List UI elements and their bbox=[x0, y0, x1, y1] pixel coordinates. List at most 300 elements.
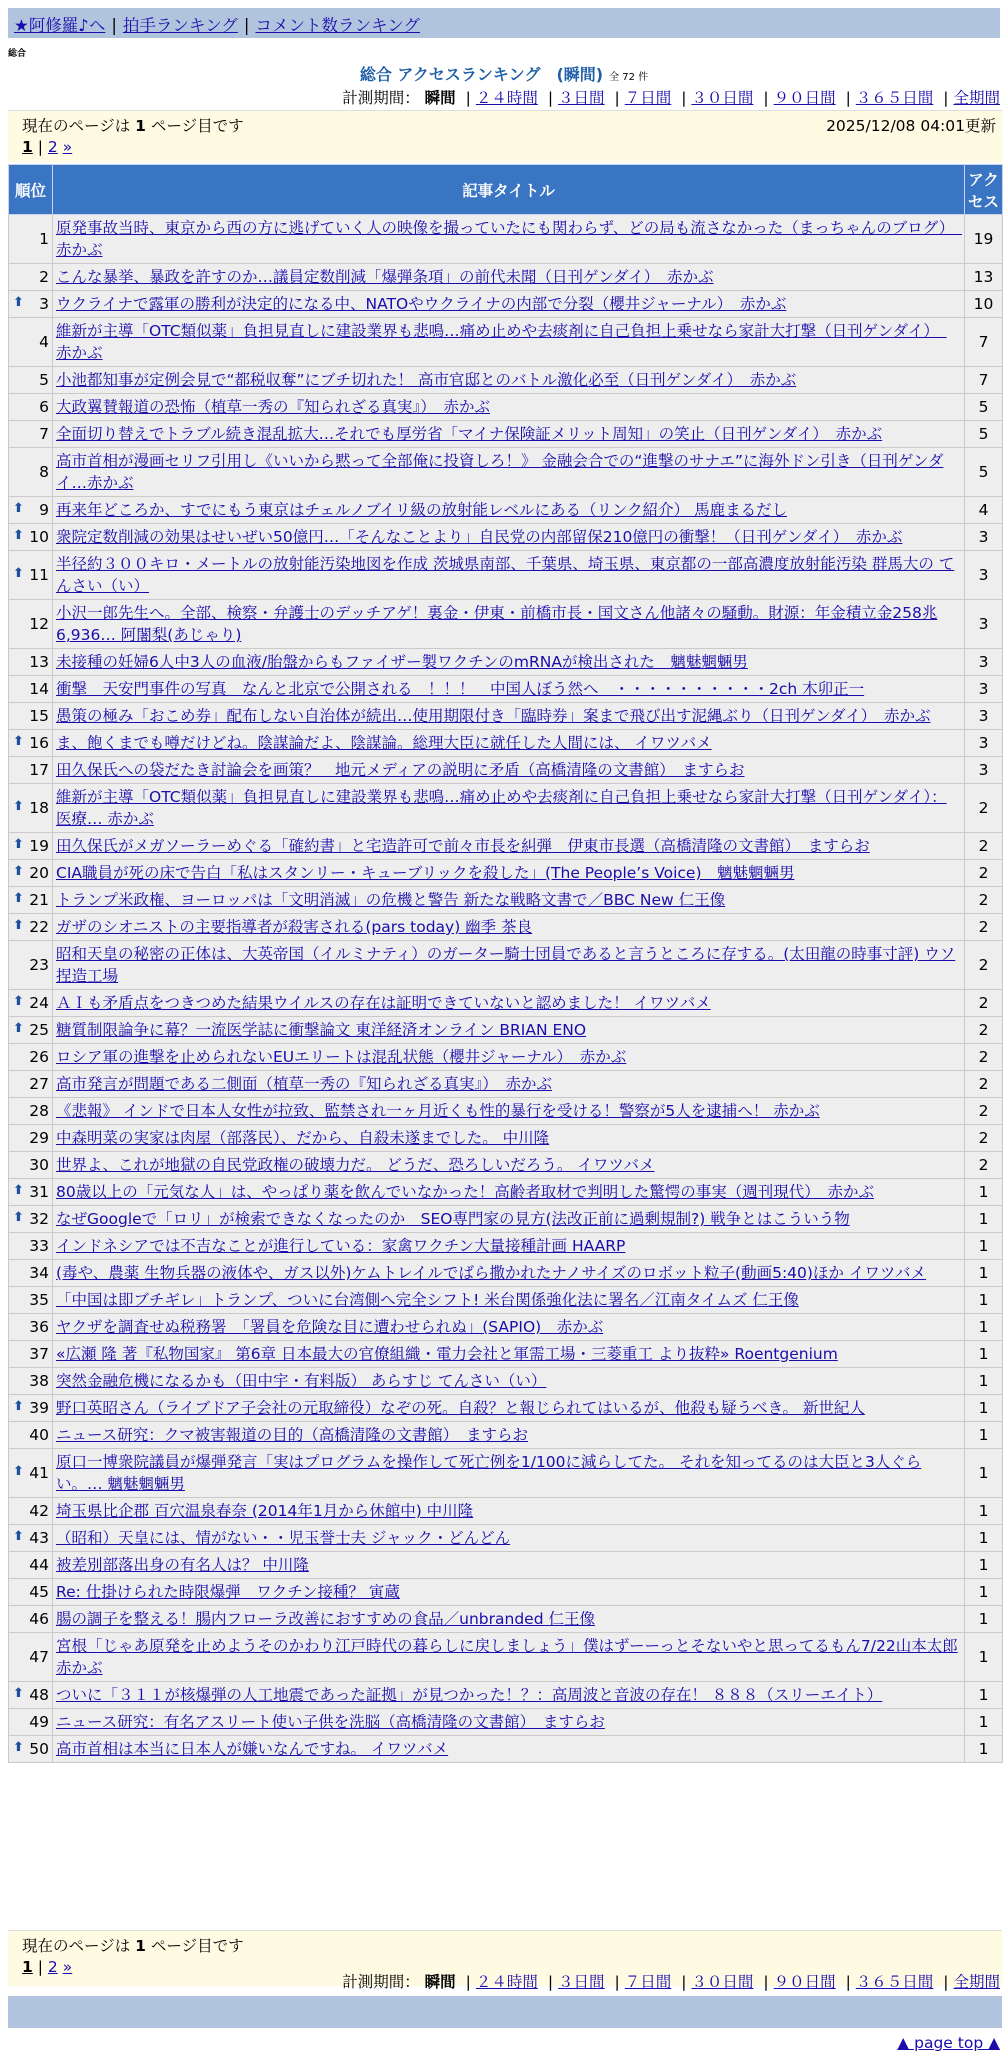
article-link[interactable]: 維新が主導「OTC類似薬」負担見直しに建設業界も悲鳴…痛め止めや去痰剤に自己負担上乗せなら家計大打撃（日刊ゲンダイ）：医療… 赤かぶ bbox=[56, 788, 947, 828]
access-count: 1 bbox=[965, 1579, 1003, 1606]
pager: 1 | 2 » bbox=[22, 1958, 73, 1976]
rank-cell bbox=[9, 1179, 53, 1206]
rank-cell bbox=[9, 784, 53, 833]
article-link[interactable]: ついに「３１１が核爆弾の人工地震であった証拠」が見つかった！？：高周波と音波の存在！ ８８８（スリーエイト） bbox=[56, 1686, 883, 1704]
title-cell bbox=[53, 1498, 965, 1525]
table-row bbox=[9, 1233, 1003, 1260]
table-row bbox=[9, 1682, 1003, 1709]
title-cell bbox=[53, 1260, 965, 1287]
title-cell bbox=[53, 833, 965, 860]
rank-cell bbox=[9, 1579, 53, 1606]
up-arrow-icon: ⬆ bbox=[13, 799, 24, 814]
rank-cell bbox=[9, 215, 53, 264]
article-link[interactable]: （昭和）天皇には、情がない・・児玉誉士夫 ジャック・どんどん bbox=[56, 1529, 511, 1547]
rank-number: 18 bbox=[29, 799, 49, 817]
up-arrow-icon: ⬆ bbox=[13, 295, 24, 310]
access-count: 1 bbox=[965, 1606, 1003, 1633]
title-cell bbox=[53, 448, 965, 497]
page-info-top bbox=[8, 110, 1002, 162]
pager-next[interactable]: » bbox=[62, 1958, 73, 1976]
access-count: 3 bbox=[965, 600, 1003, 649]
rank-cell bbox=[9, 524, 53, 551]
table-row bbox=[9, 1314, 1003, 1341]
header-title: 記事タイトル bbox=[53, 165, 965, 215]
article-link[interactable]: ま、飽くまでも噂だけどね。陰謀論だよ、陰謀論。総理大臣に就任した人間には、 イワツバメ bbox=[56, 734, 712, 752]
title-cell bbox=[53, 1682, 965, 1709]
table-row bbox=[9, 1179, 1003, 1206]
rank-number: 10 bbox=[29, 528, 49, 546]
table-row bbox=[9, 1525, 1003, 1552]
table-row bbox=[9, 649, 1003, 676]
rank-cell bbox=[9, 1341, 53, 1368]
rank-cell bbox=[9, 264, 53, 291]
title-cell bbox=[53, 784, 965, 833]
rank-cell bbox=[9, 600, 53, 649]
title-cell bbox=[53, 1152, 965, 1179]
article-link[interactable]: 野口英昭さん（ライブドア子会社の元取締役）なぞの死。自殺？と報じられてはいるが、他殺も疑うべき。 新世紀人 bbox=[56, 1399, 865, 1417]
title-cell bbox=[53, 1525, 965, 1552]
rank-number: 38 bbox=[29, 1372, 49, 1390]
rank-cell bbox=[9, 1098, 53, 1125]
period-option[interactable]: ７日間 bbox=[624, 89, 672, 107]
updated-timestamp: 2025/12/08 04:01更新 bbox=[826, 117, 996, 135]
rank-number: 21 bbox=[29, 891, 49, 909]
article-link[interactable]: 高市首相は本当に日本人が嫌いなんですね。 イワツバメ bbox=[56, 1740, 449, 1758]
article-link[interactable]: 《悲報》 インドで日本人女性が拉致、監禁され一ヶ月近くも性的暴行を受ける！警察が5人を逮捕へ！ 赤かぶ bbox=[56, 1102, 820, 1120]
article-link[interactable]: なぜGoogleで「ロリ」が検索できなくなったのか SEO専門家の見方(法改正前に過剰規制?) 戦争とはこういう物 bbox=[56, 1210, 850, 1228]
access-count: 1 bbox=[965, 1368, 1003, 1395]
pager-current: 1 bbox=[22, 138, 33, 156]
title-cell bbox=[53, 264, 965, 291]
up-arrow-icon: ⬆ bbox=[13, 891, 24, 906]
article-link[interactable]: ニュース研究：クマ被害報道の目的（高橋清隆の文書館） ますらお bbox=[56, 1426, 528, 1444]
table-row bbox=[9, 448, 1003, 497]
access-count: 7 bbox=[965, 367, 1003, 394]
table-row bbox=[9, 833, 1003, 860]
article-link[interactable]: 高市発言が問題である二側面（植草一秀の『知られざる真実』） 赤かぶ bbox=[56, 1075, 553, 1093]
access-count: 3 bbox=[965, 649, 1003, 676]
rank-cell bbox=[9, 291, 53, 318]
title-cell bbox=[53, 1606, 965, 1633]
rank-number: 40 bbox=[29, 1426, 49, 1444]
category-label: 総合 bbox=[8, 49, 27, 59]
period-option[interactable]: ３６５日間 bbox=[855, 1973, 934, 1991]
title-cell bbox=[53, 757, 965, 784]
title-cell bbox=[53, 394, 965, 421]
rank-number: 16 bbox=[29, 734, 49, 752]
rank-number: 13 bbox=[29, 653, 49, 671]
title-cell bbox=[53, 941, 965, 990]
rank-cell bbox=[9, 676, 53, 703]
nav-separator: | bbox=[111, 16, 117, 35]
pager-next[interactable]: » bbox=[62, 138, 73, 156]
rank-number: 27 bbox=[29, 1075, 49, 1093]
access-count: 3 bbox=[965, 703, 1003, 730]
title-cell bbox=[53, 1395, 965, 1422]
table-row bbox=[9, 1071, 1003, 1098]
title-cell bbox=[53, 1125, 965, 1152]
rank-number: 44 bbox=[29, 1556, 49, 1574]
title-cell bbox=[53, 1044, 965, 1071]
table-header-row bbox=[9, 165, 1003, 215]
article-link[interactable]: 全面切り替えでトラブル続き混乱拡大…それでも厚労省「マイナ保険証メリット周知」の笑止（日刊ゲンダイ） 赤かぶ bbox=[56, 425, 883, 443]
table-row bbox=[9, 887, 1003, 914]
article-link[interactable]: (毒や、農薬 生物兵器の液体や、ガス以外)ケムトレイルでばら撒かれたナノサイズのロボット粒子(動画5:40)ほか イワツバメ bbox=[56, 1264, 927, 1282]
access-count: 10 bbox=[965, 291, 1003, 318]
article-link[interactable]: 衆院定数削減の効果はせいぜい50億円…「そんなことより」自民党の内部留保210億円の衝撃！（日刊ゲンダイ） 赤かぶ bbox=[56, 528, 903, 546]
comment-ranking-link[interactable]: コメント数ランキング bbox=[255, 16, 420, 35]
rank-cell bbox=[9, 649, 53, 676]
rank-cell bbox=[9, 421, 53, 448]
rank-cell bbox=[9, 757, 53, 784]
article-link[interactable]: 80歳以上の「元気な人」は、やっぱり薬を飲んでいなかった！高齢者取材で判明した驚愕の事実（週刊現代） 赤かぶ bbox=[56, 1183, 874, 1201]
access-count: 13 bbox=[965, 264, 1003, 291]
title-cell bbox=[53, 1736, 965, 1763]
title-cell bbox=[53, 1552, 965, 1579]
rank-number: 45 bbox=[29, 1583, 49, 1601]
access-count: 3 bbox=[965, 524, 1003, 551]
article-link[interactable]: CIA職員が死の床で告白「私はスタンリー・キューブリックを殺した」(The People’s Voice) 魑魅魍魎男 bbox=[56, 864, 795, 882]
rank-number: 46 bbox=[29, 1610, 49, 1628]
table-row bbox=[9, 1368, 1003, 1395]
rank-number: 35 bbox=[29, 1291, 49, 1309]
table-row bbox=[9, 941, 1003, 990]
back-link[interactable]: ★阿修羅♪へ bbox=[14, 16, 106, 35]
access-count: 2 bbox=[965, 990, 1003, 1017]
table-row bbox=[9, 730, 1003, 757]
article-link[interactable]: 腸の調子を整える！腸内フローラ改善におすすめの食品／unbranded 仁王像 bbox=[56, 1610, 595, 1628]
table-row bbox=[9, 497, 1003, 524]
article-link[interactable]: 小池都知事が定例会見で“都税収奪”にブチ切れた！ 高市官邸とのバトル激化必至（日刊ゲンダイ） 赤かぶ bbox=[56, 371, 797, 389]
table-row bbox=[9, 1633, 1003, 1682]
rank-cell bbox=[9, 551, 53, 600]
rank-cell bbox=[9, 1552, 53, 1579]
table-row bbox=[9, 600, 1003, 649]
article-link[interactable]: Re: 仕掛けられた時限爆弾 ワクチン接種？ 寅蔵 bbox=[56, 1583, 400, 1601]
table-row bbox=[9, 1017, 1003, 1044]
article-link[interactable]: 突然金融危機になるかも（田中宇・有料版） あらすじ てんさい（い） bbox=[56, 1372, 547, 1390]
title-cell bbox=[53, 1633, 965, 1682]
rank-number: 7 bbox=[39, 425, 49, 443]
article-link[interactable]: 世界よ、これが地獄の自民党政権の破壊力だ。 どうだ、恐ろしいだろう。 イワツバメ bbox=[56, 1156, 655, 1174]
access-count: 1 bbox=[965, 1633, 1003, 1682]
access-count: 3 bbox=[965, 551, 1003, 600]
access-count: 3 bbox=[965, 730, 1003, 757]
table-row bbox=[9, 757, 1003, 784]
rank-number: 19 bbox=[29, 837, 49, 855]
rank-number: 47 bbox=[29, 1648, 49, 1666]
title-cell bbox=[53, 1579, 965, 1606]
pager-page-2[interactable]: 2 bbox=[47, 138, 58, 156]
up-arrow-icon: ⬆ bbox=[13, 1740, 24, 1755]
period-selector-bottom: 計測期間： 瞬間 | ２４時間 | ３日間 | ７日間 | ３０日間 | ９０日間 | ３６５日間 | 全期間 bbox=[342, 1973, 1000, 1991]
access-count: 2 bbox=[965, 914, 1003, 941]
pager: 1 | 2 » bbox=[22, 138, 73, 156]
title-cell bbox=[53, 318, 965, 367]
title-cell bbox=[53, 551, 965, 600]
rank-number: 32 bbox=[29, 1210, 49, 1228]
access-count: 1 bbox=[965, 1498, 1003, 1525]
rank-number: 48 bbox=[29, 1686, 49, 1704]
article-link[interactable]: 中森明菜の実家は肉屋（部落民）、だから、自殺未遂までした。 中川隆 bbox=[56, 1129, 550, 1147]
table-row bbox=[9, 318, 1003, 367]
rank-cell bbox=[9, 1682, 53, 1709]
rank-number: 17 bbox=[29, 761, 49, 779]
rank-number: 28 bbox=[29, 1102, 49, 1120]
rank-cell bbox=[9, 1525, 53, 1552]
header-rank: 順位 bbox=[9, 165, 53, 215]
article-link[interactable]: 愚策の極み「おこめ券」配布しない自治体が続出…使用期限付き「臨時券」案まで飛び出す泥縄ぶり（日刊ゲンダイ） 赤かぶ bbox=[56, 707, 931, 725]
access-count: 2 bbox=[965, 1017, 1003, 1044]
rank-number: 30 bbox=[29, 1156, 49, 1174]
article-link[interactable]: 半径約３００キロ・メートルの放射能汚染地図を作成 茨城県南部、千葉県、埼玉県、東京都の一部高濃度放射能汚染 群馬大の てんさい（い） bbox=[56, 555, 955, 595]
access-count: 2 bbox=[965, 887, 1003, 914]
table-row bbox=[9, 1552, 1003, 1579]
article-link[interactable]: 昭和天皇の秘密の正体は、大英帝国（イルミナティ）のガーター騎士団員であると言うところに存する。(太田龍の時事寸評) ウソ捏造工場 bbox=[56, 945, 956, 985]
access-count: 1 bbox=[965, 1314, 1003, 1341]
up-arrow-icon: ⬆ bbox=[13, 918, 24, 933]
rank-cell bbox=[9, 1206, 53, 1233]
table-row bbox=[9, 291, 1003, 318]
rank-cell bbox=[9, 1709, 53, 1736]
title-cell bbox=[53, 1233, 965, 1260]
article-link[interactable]: ウクライナで露軍の勝利が決定的になる中、NATOやウクライナの内部で分裂（櫻井ジャーナル） 赤かぶ bbox=[56, 295, 787, 313]
rank-cell bbox=[9, 1395, 53, 1422]
rank-cell bbox=[9, 1152, 53, 1179]
table-row bbox=[9, 1206, 1003, 1233]
table-row bbox=[9, 264, 1003, 291]
title-cell bbox=[53, 1071, 965, 1098]
title-cell bbox=[53, 215, 965, 264]
rank-cell bbox=[9, 990, 53, 1017]
period-option[interactable]: 全期間 bbox=[953, 1973, 1000, 1991]
access-count: 5 bbox=[965, 421, 1003, 448]
rank-cell bbox=[9, 887, 53, 914]
table-row bbox=[9, 1260, 1003, 1287]
access-count: 1 bbox=[965, 1206, 1003, 1233]
article-link[interactable]: 原口一博衆院議員が爆弾発言「実はプログラムを操作して死亡例を1/100に減らしてた。 それを知ってるのは大臣と3人ぐらい。… 魑魅魍魎男 bbox=[56, 1453, 922, 1493]
period-option[interactable]: ３日間 bbox=[558, 1973, 605, 1991]
title-cell bbox=[53, 914, 965, 941]
title-cell bbox=[53, 1314, 965, 1341]
page-top-link[interactable]: ▲ page top ▲ bbox=[897, 2034, 1000, 2052]
title-cell bbox=[53, 649, 965, 676]
table-row bbox=[9, 1736, 1003, 1763]
title-cell bbox=[53, 1098, 965, 1125]
article-link[interactable]: 小沢一郎先生へ。全部、検察・弁護士のデッチアゲ！裏金・伊東・前橋市長・国文さん他諸々の騒動。財源：年金積立金258兆6,936… 阿闍梨(あじゃり) bbox=[56, 604, 938, 644]
table-row bbox=[9, 1422, 1003, 1449]
access-count: 1 bbox=[965, 1736, 1003, 1763]
table-row bbox=[9, 394, 1003, 421]
table-row bbox=[9, 1341, 1003, 1368]
article-link[interactable]: «広瀬 隆 著『私物国家』 第6章 日本最大の官僚組織・電力会社と軍需工場・三菱重工 より抜粋» Roentgenium bbox=[56, 1345, 838, 1363]
rank-cell bbox=[9, 1422, 53, 1449]
title-cell bbox=[53, 703, 965, 730]
article-link[interactable]: 糖質制限論争に幕？一流医学誌に衝撃論文 東洋経済オンライン BRIAN ENO bbox=[56, 1021, 587, 1039]
article-link[interactable]: 田久保氏への袋だたき討論会を画策？ 地元メディアの説明に矛盾（高橋清隆の文書館） ますらお bbox=[56, 761, 745, 779]
rank-number: 3 bbox=[39, 295, 49, 313]
table-row bbox=[9, 703, 1003, 730]
rank-cell bbox=[9, 1449, 53, 1498]
article-link[interactable]: 宮根「じゃあ原発を止めようそのかわり江戸時代の暮らしに戻しましょう」僕はずーーっとそないやと思ってるもん7/22山本太郎 赤かぶ bbox=[56, 1637, 958, 1677]
rank-number: 41 bbox=[29, 1464, 49, 1482]
up-arrow-icon: ⬆ bbox=[13, 864, 24, 879]
rank-cell bbox=[9, 497, 53, 524]
table-row bbox=[9, 551, 1003, 600]
access-count: 3 bbox=[965, 676, 1003, 703]
period-current: 瞬間 bbox=[424, 1973, 456, 1991]
rank-number: 23 bbox=[29, 956, 49, 974]
period-label: 計測期間： bbox=[342, 89, 420, 107]
rank-cell bbox=[9, 1233, 53, 1260]
rank-number: 37 bbox=[29, 1345, 49, 1363]
period-option[interactable]: ３６５日間 bbox=[855, 89, 934, 107]
rank-number: 34 bbox=[29, 1264, 49, 1282]
period-option[interactable]: ９０日間 bbox=[773, 1973, 836, 1991]
article-link[interactable]: 被差別部落出身の有名人は？ 中川隆 bbox=[56, 1556, 309, 1574]
rank-number: 36 bbox=[29, 1318, 49, 1336]
clap-ranking-link[interactable]: 拍手ランキング bbox=[122, 16, 238, 35]
up-arrow-icon: ⬆ bbox=[13, 1183, 24, 1198]
period-option[interactable]: ３日間 bbox=[558, 89, 605, 107]
up-arrow-icon: ⬆ bbox=[13, 1686, 24, 1701]
pager-page-2[interactable]: 2 bbox=[47, 1958, 58, 1976]
title-cell bbox=[53, 1206, 965, 1233]
up-arrow-icon: ⬆ bbox=[13, 1399, 24, 1414]
period-selector-top: 計測期間： 瞬間 | ２４時間 | ３日間 | ７日間 | ３０日間 | ９０日間 | ３６５日間 | 全期間 bbox=[342, 89, 1000, 107]
table-row bbox=[9, 421, 1003, 448]
title-cell bbox=[53, 367, 965, 394]
up-arrow-icon: ⬆ bbox=[13, 1464, 24, 1479]
rank-cell bbox=[9, 448, 53, 497]
table-row bbox=[9, 990, 1003, 1017]
table-row bbox=[9, 784, 1003, 833]
article-link[interactable]: こんな暴挙、暴政を許すのか…議員定数削減「爆弾条項」の前代未聞（日刊ゲンダイ） 赤かぶ bbox=[56, 268, 714, 286]
table-row bbox=[9, 1449, 1003, 1498]
access-count: 1 bbox=[965, 1682, 1003, 1709]
article-link[interactable]: ガザのシオニストの主要指導者が殺害される(pars today) 幽季 茶良 bbox=[56, 918, 533, 936]
period-option[interactable]: ３０日間 bbox=[691, 89, 754, 107]
period-option[interactable]: ７日間 bbox=[624, 1973, 672, 1991]
title-cell bbox=[53, 1449, 965, 1498]
rank-number: 2 bbox=[39, 268, 49, 286]
rank-number: 31 bbox=[29, 1183, 49, 1201]
access-count: 2 bbox=[965, 1071, 1003, 1098]
rank-number: 6 bbox=[39, 398, 49, 416]
rank-cell bbox=[9, 1368, 53, 1395]
page-status: 現在のページは 1 ページ目です bbox=[22, 1937, 244, 1955]
table-row bbox=[9, 1498, 1003, 1525]
access-count: 4 bbox=[965, 497, 1003, 524]
article-link[interactable]: 「中国は即ブチギレ」トランプ、ついに台湾側へ完全シフト! 米台関係強化法に署名／江南タイムズ 仁王像 bbox=[56, 1291, 799, 1309]
rank-cell bbox=[9, 1314, 53, 1341]
article-link[interactable]: トランプ米政権、ヨーロッパは「文明消滅」の危機と警告 新たな戦略文書で／BBC New 仁王像 bbox=[56, 891, 726, 909]
access-count: 1 bbox=[965, 1179, 1003, 1206]
table-row bbox=[9, 1152, 1003, 1179]
rank-number: 14 bbox=[29, 680, 49, 698]
article-link[interactable]: 維新が主導「OTC類似薬」負担見直しに建設業界も悲鳴…痛め止めや去痰剤に自己負担上乗せなら家計大打撃（日刊ゲンダイ） 赤かぶ bbox=[56, 322, 947, 362]
article-link[interactable]: ＡＩも矛盾点をつきつめた結果ウイルスの存在は証明できていないと認めました！ イワツバメ bbox=[56, 994, 711, 1012]
table-row bbox=[9, 676, 1003, 703]
rank-cell bbox=[9, 394, 53, 421]
title-cell bbox=[53, 497, 965, 524]
rank-cell bbox=[9, 1633, 53, 1682]
article-link[interactable]: 埼玉県比企郡 百穴温泉春奈 (2014年1月から休館中) 中川隆 bbox=[56, 1502, 474, 1520]
rank-cell bbox=[9, 1044, 53, 1071]
rank-number: 5 bbox=[39, 371, 49, 389]
table-row bbox=[9, 524, 1003, 551]
article-link[interactable]: 原発事故当時、東京から西の方に逃げていく人の映像を撮っていたにも関わらず、どの局も流さなかった（まっちゃんのブログ） 赤かぶ bbox=[56, 219, 962, 259]
table-row bbox=[9, 1709, 1003, 1736]
rank-number: 39 bbox=[29, 1399, 49, 1417]
access-count: 1 bbox=[965, 1260, 1003, 1287]
rank-cell bbox=[9, 914, 53, 941]
rank-number: 8 bbox=[39, 463, 49, 481]
rank-number: 11 bbox=[29, 566, 49, 584]
rank-cell bbox=[9, 1606, 53, 1633]
title-cell bbox=[53, 730, 965, 757]
period-option[interactable]: ３０日間 bbox=[691, 1973, 754, 1991]
table-row bbox=[9, 1287, 1003, 1314]
rank-number: 50 bbox=[29, 1740, 49, 1758]
rank-number: 29 bbox=[29, 1129, 49, 1147]
period-option[interactable]: ９０日間 bbox=[773, 89, 836, 107]
article-link[interactable]: 再来年どころか、すでにもう東京はチェルノブイリ級の放射能レベルにある（リンク紹介） 馬鹿まるだし bbox=[56, 501, 788, 519]
access-count: 1 bbox=[965, 1552, 1003, 1579]
total-count: 全 72 件 bbox=[609, 72, 649, 83]
article-link[interactable]: インドネシアでは不吉なことが進行している：家禽ワクチン大量接種計画 HAARP bbox=[56, 1237, 626, 1255]
rank-cell bbox=[9, 1736, 53, 1763]
rank-number: 24 bbox=[29, 994, 49, 1012]
title-cell bbox=[53, 1179, 965, 1206]
up-arrow-icon: ⬆ bbox=[13, 566, 24, 581]
title-cell bbox=[53, 887, 965, 914]
article-link[interactable]: 高市首相が漫画セリフ引用し《いいから黙って全部俺に投資しろ！》 金融会合での“進撃のサナエ”に海外ドン引き（日刊ゲンダイ…赤かぶ bbox=[56, 452, 944, 492]
article-link[interactable]: 衝撃 天安門事件の写真 なんと北京で公開される ！！！ 中国人ぼう然へ ・・・・・・・・・・2ch 木卯正一 bbox=[56, 680, 865, 698]
access-count: 2 bbox=[965, 1125, 1003, 1152]
article-link[interactable]: 未接種の妊婦6人中3人の血液/胎盤からもファイザー製ワクチンのmRNAが検出された 魑魅魍魎男 bbox=[56, 653, 748, 671]
up-arrow-icon: ⬆ bbox=[13, 501, 24, 516]
period-option[interactable]: ２４時間 bbox=[475, 1973, 538, 1991]
article-link[interactable]: ヤクザを調査せぬ税務署 「署員を危険な目に遭わせられぬ」(SAPIO) 赤かぶ bbox=[56, 1318, 604, 1336]
page-status: 現在のページは 1 ページ目です bbox=[22, 117, 244, 135]
rank-cell bbox=[9, 1071, 53, 1098]
period-option[interactable]: 全期間 bbox=[953, 89, 1000, 107]
page-title: 総合 アクセスランキング (瞬間) bbox=[359, 65, 604, 84]
table-row bbox=[9, 1125, 1003, 1152]
article-link[interactable]: ロシア軍の進撃を止められないEUエリートは混乱状態（櫻井ジャーナル） 赤かぶ bbox=[56, 1048, 627, 1066]
period-current: 瞬間 bbox=[424, 89, 456, 107]
article-link[interactable]: 大政翼賛報道の恐怖（植草一秀の『知られざる真実』） 赤かぶ bbox=[56, 398, 491, 416]
rank-number: 4 bbox=[39, 333, 49, 351]
table-row bbox=[9, 1579, 1003, 1606]
rank-cell bbox=[9, 730, 53, 757]
period-option[interactable]: ２４時間 bbox=[475, 89, 538, 107]
access-count: 2 bbox=[965, 784, 1003, 833]
article-link[interactable]: 田久保氏がメガソーラーめぐる「確約書」と宅造許可で前々市長を糾弾 伊東市長選（高橋清隆の文書館） ますらお bbox=[56, 837, 870, 855]
rank-cell bbox=[9, 367, 53, 394]
page-title-row bbox=[8, 62, 1000, 85]
access-count: 2 bbox=[965, 860, 1003, 887]
rank-cell bbox=[9, 318, 53, 367]
article-link[interactable]: ニュース研究：有名アスリート使い子供を洗脳（高橋清隆の文書館） ますらお bbox=[56, 1713, 605, 1731]
up-arrow-icon: ⬆ bbox=[13, 528, 24, 543]
title-cell bbox=[53, 524, 965, 551]
rank-number: 22 bbox=[29, 918, 49, 936]
table-row bbox=[9, 1044, 1003, 1071]
title-cell bbox=[53, 1709, 965, 1736]
rank-number: 43 bbox=[29, 1529, 49, 1547]
